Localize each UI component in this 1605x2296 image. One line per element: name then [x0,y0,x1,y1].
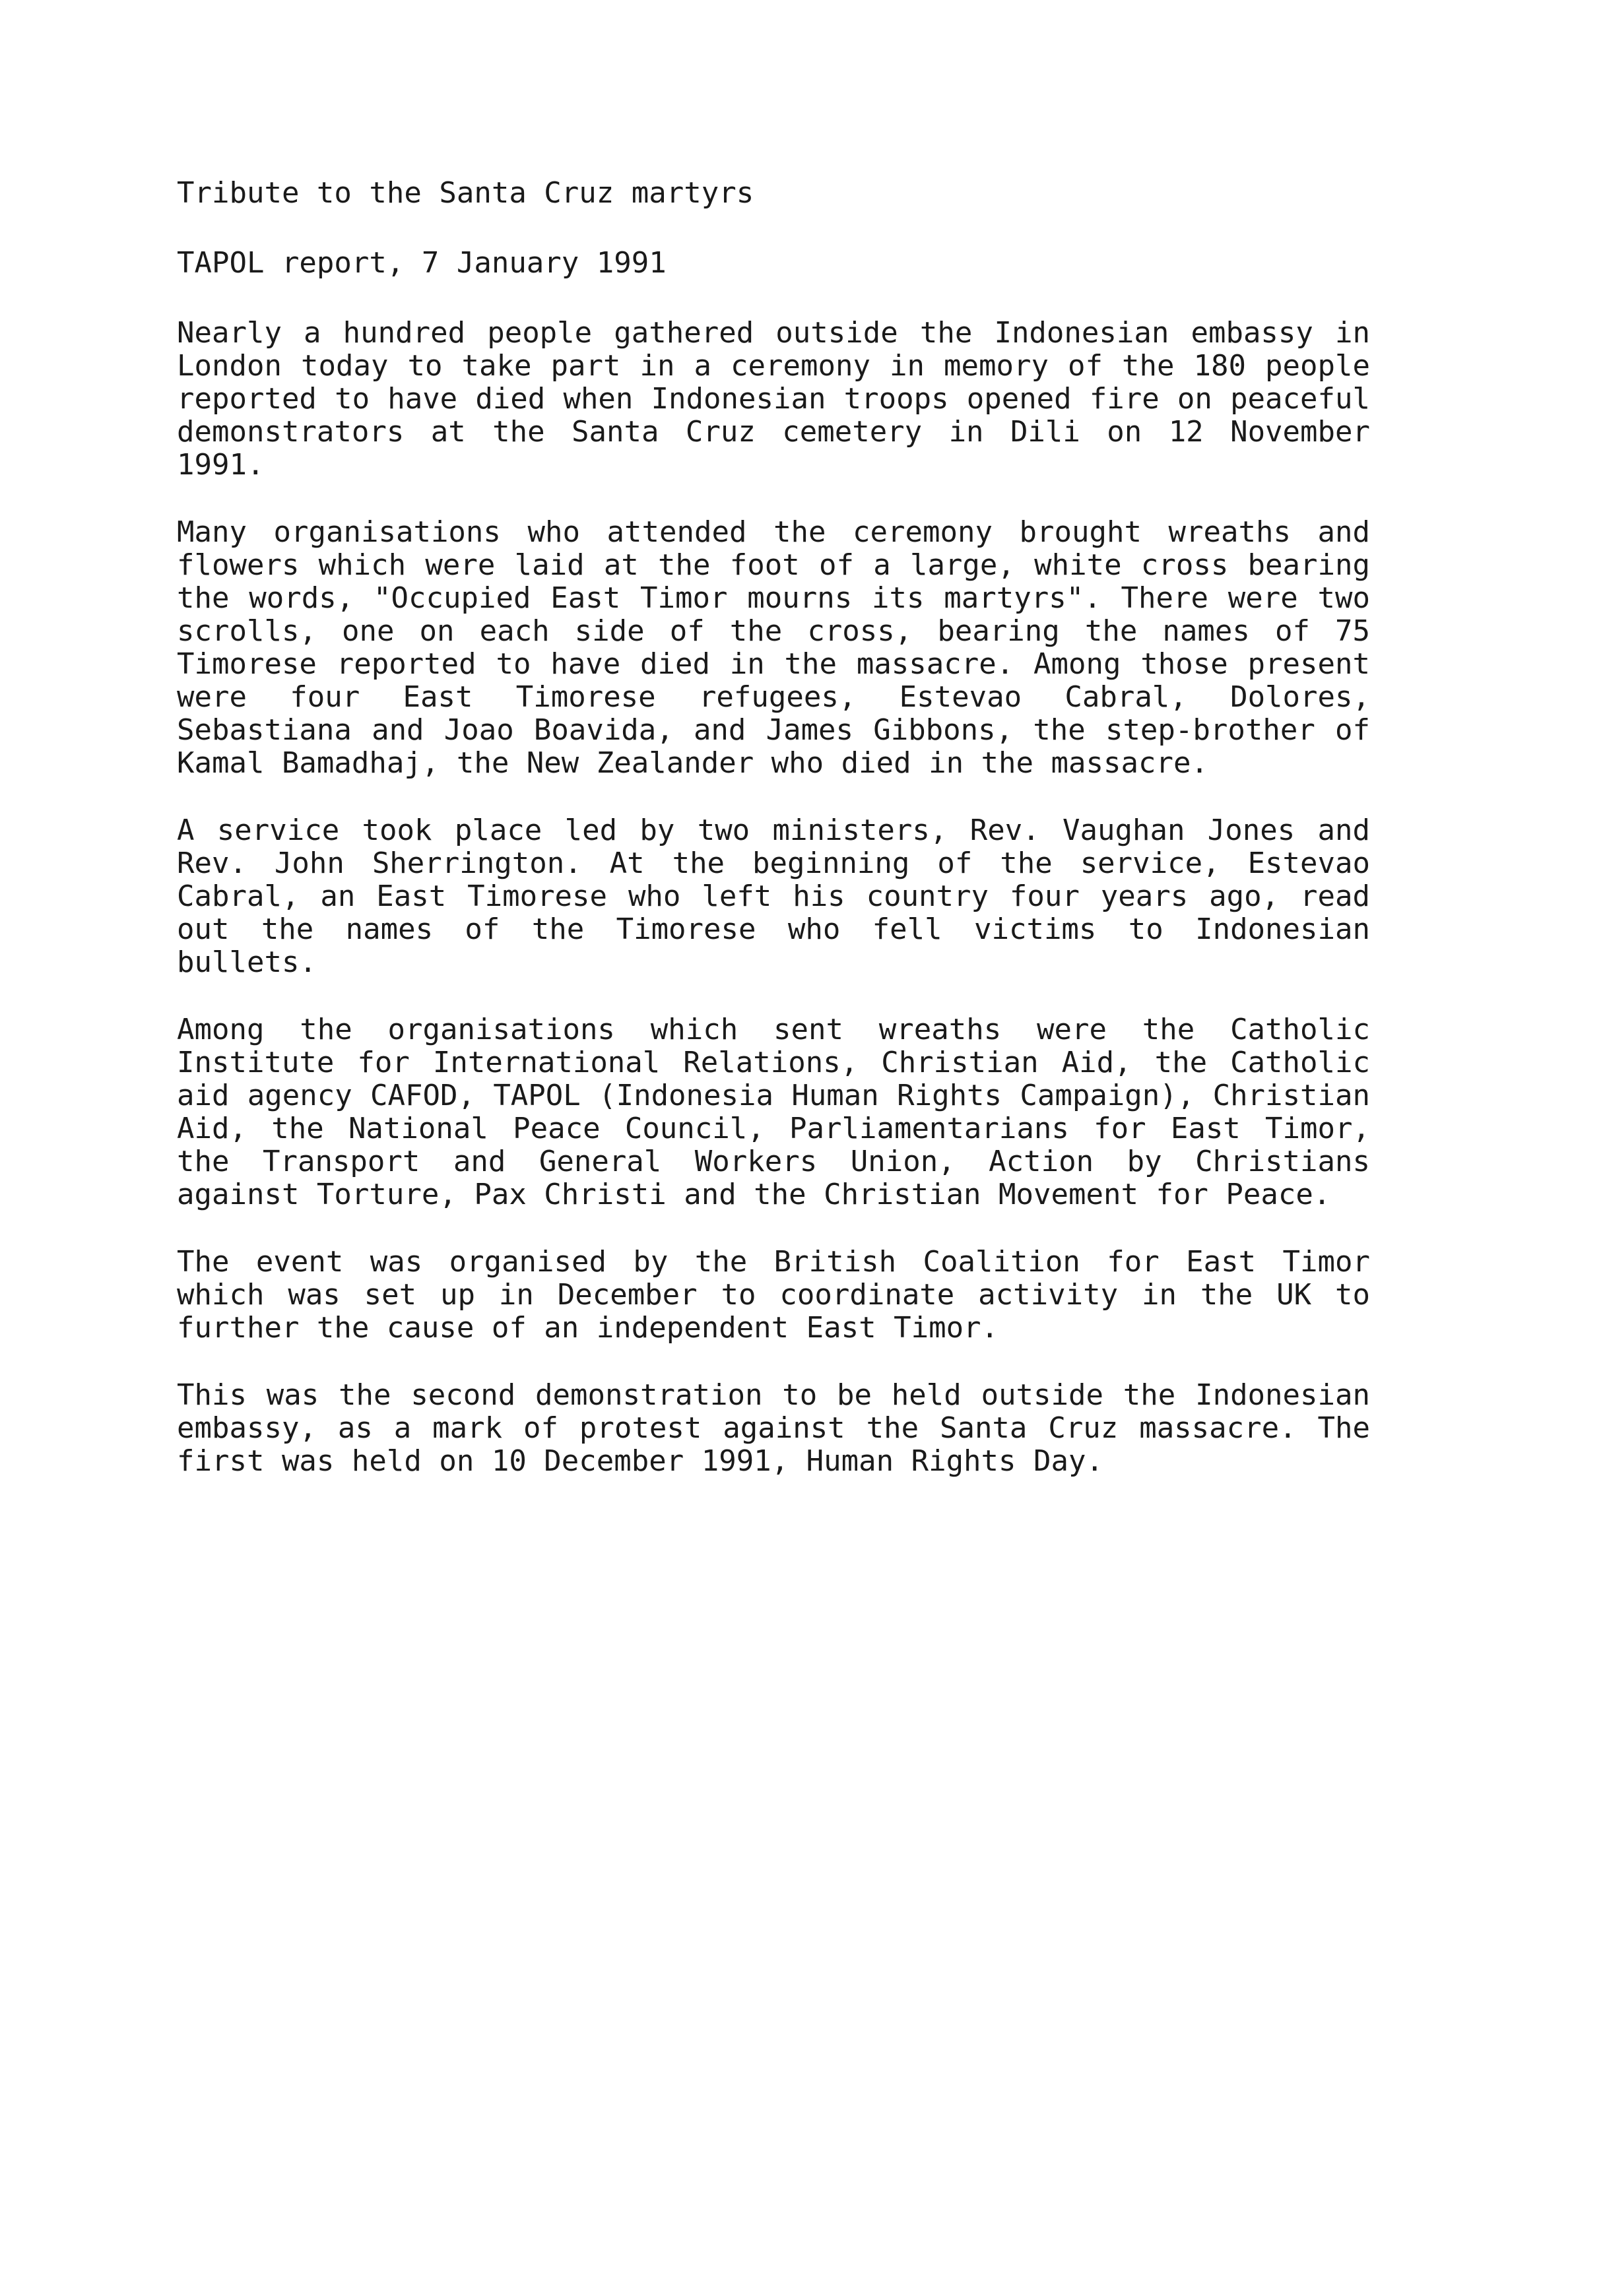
document-title: Tribute to the Santa Cruz martyrs [177,176,754,210]
document-byline: TAPOL report, 7 January 1991 [177,246,667,280]
paragraph-1: Nearly a hundred people gathered outside the Indonesian embassy in London today to take part in a ceremony in memory of the 180 people reported to have died when Indonesian troops opened fire on peaceful demonstrators at the Santa Cruz cemetery in Dili on 12 November 1991. [177,316,1370,482]
paragraph-4: Among the organisations which sent wreaths were the Catholic Institute for International Relations, Christian Aid, the Catholic aid agency CAFOD, TAPOL (Indonesia Human Rights Campaign), Christian Aid, the National Peace Council, Parliamentarians for East Timor, the Transport and General Workers Union, Action by Christians against Torture, Pax Christi and the Christian Movement for Peace. [177,1013,1370,1211]
paragraph-2: Many organisations who attended the ceremony brought wreaths and flowers which were laid at the foot of a large, white cross bearing the words, "Occupied East Timor mourns its martyrs". There were two scrolls, one on each side of the cross, bearing the names of 75 Timorese reported to have died in the massacre. Among those present were four East Timorese refugees, Estevao Cabral, Dolores, Sebastiana and Joao Boavida, and James Gibbons, the step-brother of Kamal Bamadhaj, the New Zealander who died in the massacre. [177,515,1370,780]
paragraph-5: The event was organised by the British Coalition for East Timor which was set up in December to coordinate activity in the UK to further the cause of an independent East Timor. [177,1245,1370,1345]
paragraph-6: This was the second demonstration to be held outside the Indonesian embassy, as a mark of protest against the Santa Cruz massacre. The first was held on 10 December 1991, Human Rights Day. [177,1378,1370,1478]
document-body [177,177,1370,1512]
paragraph-3: A service took place led by two ministers, Rev. Vaughan Jones and Rev. John Sherrington. At the beginning of the service, Estevao Cabral, an East Timorese who left his country four years ago, read out the names of the Timorese who fell victims to Indonesian bullets. [177,813,1370,979]
